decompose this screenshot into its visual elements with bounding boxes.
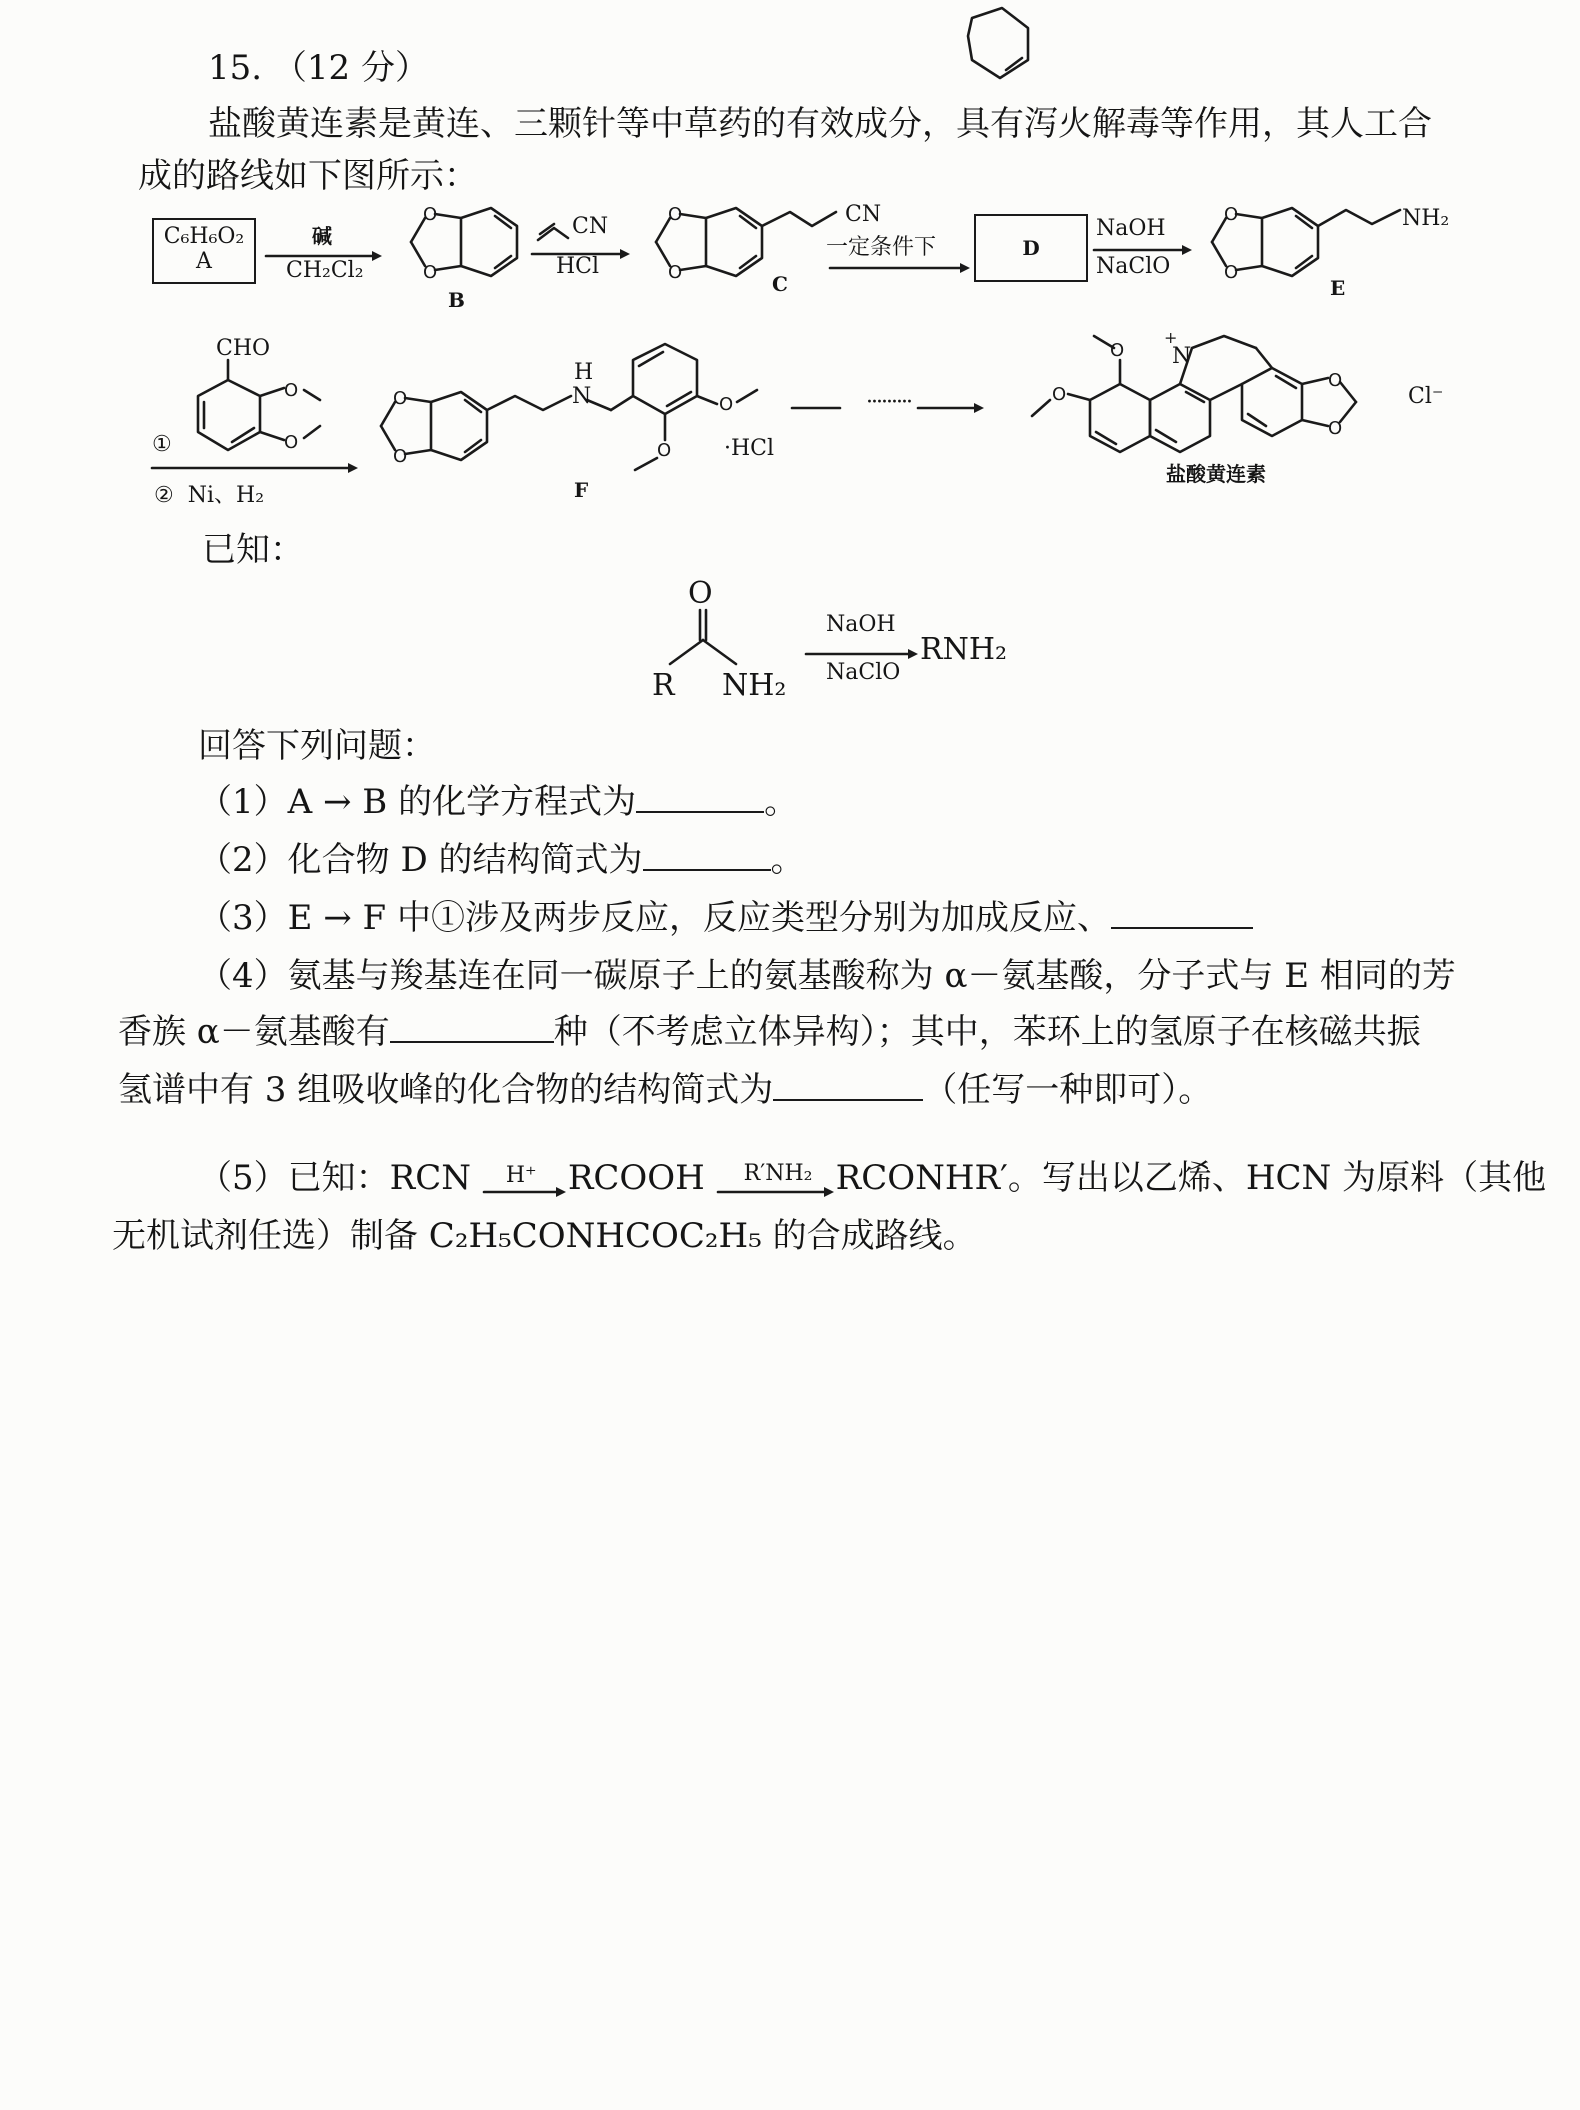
step4-naclo: NaClO [1096,254,1171,279]
question-number: 15. （12 分） [208,48,429,88]
compound-e-nh2: NH₂ [1402,206,1450,231]
svg-text:O: O [719,394,734,415]
known-naclo: NaClO [826,660,901,685]
q4-line2: 香族 α－氨基酸有 种（不考虑立体异构）；其中，苯环上的氢原子在核磁共振 [118,1012,1421,1052]
answer-heading: 回答下列问题： [198,726,436,766]
step5-circle2: ② [154,483,174,508]
intro-line2: 成的路线如下图所示： [138,156,478,196]
svg-text:O: O [423,204,438,225]
q4-line1: （4）氨基与羧基连在同一碳原子上的氨基酸称为 α－氨基酸，分子式与 E 相同的芳 [198,956,1456,996]
q3-blank [1111,899,1253,929]
compound-d-label: D [1022,236,1040,260]
question-score: （12 分） [272,48,429,88]
svg-text:O: O [423,262,438,283]
step5-ni-h2: Ni、H₂ [187,483,265,508]
compound-c-label: C [772,272,788,296]
step3-condition: 一定条件下 [826,235,937,260]
svg-text:O: O [1224,204,1239,225]
step5-circle1: ① [152,432,172,457]
amide-nh2: NH₂ [722,668,787,703]
svg-text:O: O [668,262,683,283]
step1-solvent: CH₂Cl₂ [286,258,364,283]
step4-naoh: NaOH [1096,216,1166,241]
compound-f-nh: H [574,360,594,385]
berberine-label: 盐酸黄连素 [1166,462,1266,486]
known-naoh: NaOH [826,612,896,637]
q2-text: （2）化合物 D 的结构简式为 [198,840,643,880]
compound-b-structure [395,200,525,300]
berberine-plus: + [1164,328,1178,347]
step1-reagent: 碱 [312,224,332,248]
compound-c-structure [640,196,850,296]
compound-a-box [152,218,256,284]
svg-text:O: O [1224,262,1239,283]
aldehyde-cho: CHO [216,336,271,361]
svg-text:O: O [393,388,408,409]
compound-c-cn: CN [845,202,882,227]
compound-f-n: N [572,384,592,409]
intro-line1: 盐酸黄连素是黄连、三颗针等中草药的有效成分，具有泻火解毒等作用，其人工合 [208,104,1432,144]
known-product: RNH₂ [920,632,1008,667]
q5-line1: （5）已知：RCN H⁺ RCOOH R′NH₂ RCONHR′。写出以乙烯、HCN 为原料（其他 [198,1158,1547,1198]
svg-text:O: O [1328,418,1343,439]
dotted-ellipsis: ········· [866,390,911,415]
q3-line [198,898,1253,939]
svg-text:O: O [284,432,299,453]
q2-line: （2）化合物 D 的结构简式为 。 [198,840,805,880]
amide-r: R [652,668,675,703]
compound-b-label: B [448,288,465,312]
q4-blank1 [390,1013,554,1043]
compound-a-label: A [196,249,212,274]
compound-f-hcl: ·HCl [724,436,775,461]
svg-text:O: O [668,204,683,225]
step2-cn: CN [572,214,609,239]
step5-condition [154,478,264,509]
known-title: 已知： [202,530,304,570]
compound-f-structure [365,330,785,490]
svg-text:O: O [393,446,408,467]
q2-blank [643,841,771,871]
svg-text:O: O [1052,384,1067,405]
arrow-e-f [150,458,370,478]
q3-text: （3）E → F 中①涉及两步反应，反应类型分别为加成反应、 [198,898,1111,938]
step2-hcl: HCl [556,254,600,279]
compound-e-structure [1196,196,1436,296]
q5-line2: 无机试剂任选）制备 C₂H₅CONHCOC₂H₅ 的合成路线。 [112,1216,977,1256]
amide-o: O [688,576,713,611]
svg-text:O: O [657,440,672,461]
q4-line3: 氢谱中有 3 组吸收峰的化合物的结构简式为 （任写一种即可）。 [118,1070,1213,1110]
arrow-c-d [826,258,976,278]
svg-text:O: O [1328,370,1343,391]
q4-blank2 [773,1071,923,1101]
berberine-cl: Cl⁻ [1408,384,1444,409]
q1-text: （1）A → B 的化学方程式为 [198,782,637,822]
compound-e-label: E [1330,276,1346,300]
q1-line: （1）A → B 的化学方程式为 。 [198,782,799,822]
compound-f-label: F [574,478,589,502]
berberine-n: N [1172,344,1192,369]
cyclohexene-doodle [950,0,1040,100]
svg-text:O: O [1110,340,1125,361]
compound-a-formula: C₆H₆O₂ [163,224,245,249]
svg-text:O: O [284,380,299,401]
compound-d-box [974,214,1088,282]
q1-blank [636,783,764,813]
